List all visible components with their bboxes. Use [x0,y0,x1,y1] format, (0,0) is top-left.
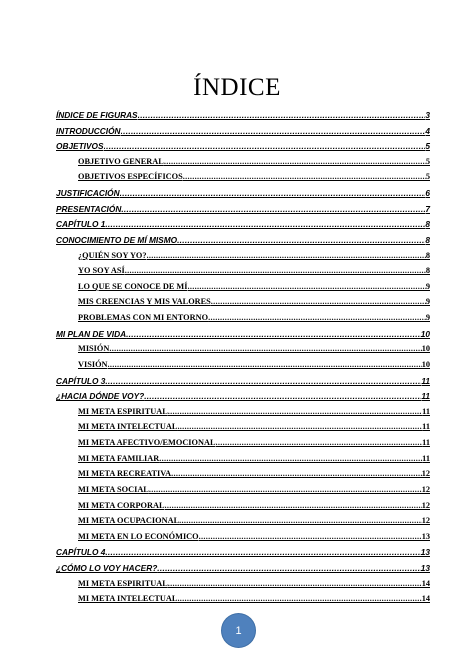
toc-entry[interactable] [56,188,430,202]
toc-entry[interactable] [78,251,430,265]
toc-entry-label: MI META OCUPACIONAL [78,516,180,526]
toc-dot-leader [105,376,421,386]
toc-entry[interactable] [56,204,430,218]
toc-entry-label: CONOCIMIENTO DE MÍ MISMO [56,234,178,245]
toc-entry-label: MIS CREENCIAS Y MIS VALORES [78,297,211,307]
toc-entry[interactable] [78,469,430,483]
toc-entry-page: 13 [420,562,430,573]
toc-entry-page: 11 [422,438,430,448]
toc-entry-page: 12 [421,484,430,494]
toc-entry[interactable] [78,344,430,358]
toc-entry[interactable] [78,516,430,530]
toc-entry-label: JUSTIFICACIÓN [56,188,120,199]
toc-entry-label: MI META INTELECTUAL [78,594,178,604]
toc-entry-label: MI META INTELECTUAL [78,422,178,432]
toc-entry[interactable] [56,376,430,390]
toc-entry-label: OBJETIVOS [56,141,104,152]
toc-dot-leader [164,157,426,166]
toc-dot-leader [108,360,422,369]
toc-dot-leader [121,204,425,214]
toc-dot-leader [208,313,426,322]
toc-entry-label: MI PLAN DE VIDA [56,328,127,339]
toc-entry-page: 9 [425,281,430,291]
toc-entry-page: 10 [421,344,430,354]
toc-entry-page: 13 [420,547,430,558]
toc-entry-label: MI META EN LO ECONÓMICO [78,531,199,541]
toc-entry[interactable] [56,547,430,561]
toc-entry-label: INTRODUCCIÓN [56,125,121,136]
toc-entry-page: 14 [421,594,430,604]
toc-entry[interactable] [78,454,430,468]
toc-entry-label: PRESENTACIÓN [56,203,122,214]
toc-entry[interactable] [56,563,430,577]
toc-entry-label: MI META ESPIRITUAL [78,578,168,588]
toc-entry[interactable] [78,172,430,186]
toc-entry-page: 5 [425,156,430,166]
toc-dot-leader [165,501,422,510]
toc-entry[interactable] [78,485,430,499]
toc-entry-page: 4 [425,125,430,136]
toc-entry-page: 7 [425,203,430,214]
toc-entry-label: MISIÓN [78,344,110,354]
toc-entry-label: PROBLEMAS CON MI ENTORNO [78,313,209,323]
toc-entry[interactable] [78,157,430,171]
toc-dot-leader [138,110,426,120]
toc-entry-page: 8 [425,266,430,276]
toc-dot-leader [144,391,421,401]
toc-entry[interactable] [78,422,430,436]
toc-entry-label: CAPÍTULO 4 [56,547,106,558]
toc-entry[interactable] [78,501,430,515]
toc-entry[interactable] [78,266,430,280]
toc-dot-leader [159,454,422,463]
toc-entry-page: 5 [425,141,430,152]
toc-entry[interactable] [56,329,430,343]
toc-entry-page: 8 [425,219,430,230]
toc-entry-label: MI META SOCIAL [78,484,149,494]
toc-entry-page: 11 [421,391,430,402]
toc-dot-leader [104,141,426,151]
toc-entry-page: 11 [422,453,430,463]
toc-entry-label: OBJETIVOS ESPECÍFICOS [78,172,183,182]
toc-entry-label: MI META ESPIRITUAL [78,406,168,416]
toc-dot-leader [168,579,422,588]
toc-entry[interactable] [78,438,430,452]
toc-entry-page: 12 [421,500,430,510]
toc-dot-leader [121,126,426,136]
toc-dot-leader [149,485,422,494]
toc-entry-page: 12 [421,516,430,526]
toc-entry[interactable] [56,391,430,405]
toc-dot-leader [211,297,426,306]
toc-entry[interactable] [78,532,430,546]
toc-entry-label: LO QUE SE CONOCE DE MÍ [78,281,188,291]
toc-entry-label: ¿CÓMO LO VOY HACER? [56,562,158,573]
toc-entry-label: CAPÍTULO 1 [56,219,106,230]
toc-dot-leader [199,532,422,541]
toc-dot-leader [216,438,423,447]
toc-dot-leader [126,329,421,339]
toc-entry[interactable] [78,282,430,296]
toc-dot-leader [183,172,426,181]
toc-entry-page: 8 [425,250,430,260]
toc-entry-page: 10 [421,359,430,369]
toc-entry-page: 14 [421,578,430,588]
toc-entry-page: 11 [422,406,430,416]
toc-entry-page: 6 [425,188,430,199]
toc-entry[interactable] [78,579,430,593]
toc-dot-leader [120,188,426,198]
toc-entry-page: 3 [425,110,430,120]
toc-entry-label: MI META AFECTIVO/EMOCIONAL [78,438,216,448]
toc-dot-leader [177,422,422,431]
toc-entry-page: 11 [422,422,430,432]
toc-dot-leader [177,235,425,245]
toc-dot-leader [188,282,426,291]
toc-entry[interactable] [56,235,430,249]
page-number: 1 [235,624,242,637]
toc-entry-label: ¿HACIA DÓNDE VOY? [56,391,145,402]
toc-entry-page: 5 [425,172,430,182]
page-title: ÍNDICE [193,74,281,101]
toc-entry-page: 13 [421,531,430,541]
toc-entry[interactable] [78,407,430,421]
toc-dot-leader [105,219,425,229]
toc-entry[interactable] [78,313,430,327]
toc-entry[interactable] [56,219,430,233]
toc-entry-page: 10 [420,328,430,339]
toc-entry-page: 9 [425,313,430,323]
toc-entry-label: VISIÓN [78,359,108,369]
toc-dot-leader [171,469,422,478]
toc-entry[interactable] [78,297,430,311]
toc-entry-label: ÍNDICE DE FIGURAS [56,110,138,120]
toc-dot-leader [168,407,422,416]
page-number-badge [222,614,255,647]
toc-dot-leader [147,251,426,260]
toc-entry[interactable] [56,126,430,140]
toc-entry-label: YO SOY ASÍ [78,266,125,276]
toc-entry-label: CAPÍTULO 3 [56,375,106,386]
toc-entry-label: OBJETIVO GENERAL [78,156,164,166]
toc-dot-leader [177,594,421,603]
toc-entry[interactable] [56,110,430,124]
toc-entry[interactable] [56,141,430,155]
toc-entry-label: MI META FAMILIAR [78,453,160,463]
toc-entry[interactable] [78,360,430,374]
toc-dot-leader [179,516,422,525]
toc-entry-page: 12 [421,469,430,479]
toc-entry-page: 8 [425,234,430,245]
toc-dot-leader [109,344,421,353]
toc-entry-page: 11 [421,375,430,386]
toc-dot-leader [105,547,420,557]
toc-entry-label: ¿QUIÉN SOY YO? [78,250,147,260]
toc-dot-leader [157,563,421,573]
toc-dot-leader [125,266,426,275]
toc-entry-page: 9 [425,297,430,307]
toc-entry-label: MI META CORPORAL [78,500,165,510]
toc-entry-label: MI META RECREATIVA [78,469,172,479]
toc-entry[interactable] [78,594,430,608]
